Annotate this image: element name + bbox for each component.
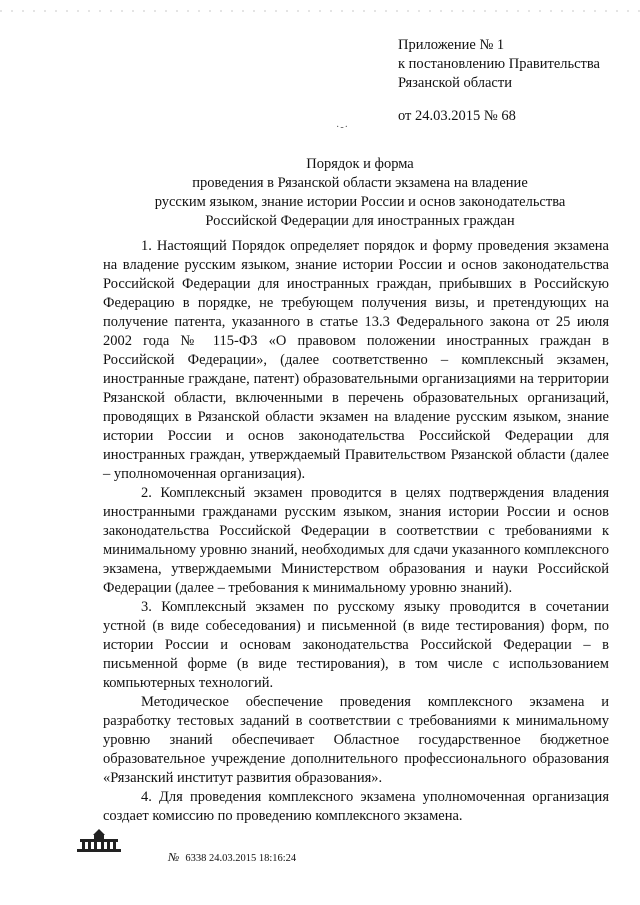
document-title [100,155,620,231]
registration-stamp [168,850,296,866]
approval-line-2: к постановлению Правительства [398,56,600,72]
scan-speck: ·-· [336,122,349,133]
paragraph-3b: Методическое обеспечение проведения комплексного экзамена и разработку тестовых заданий в соответствии с требованиями к минимальному уровню знаний обеспечивает Областное государственное бюджетное образовательное учреждение дополнительного профессионального образования «Рязанский институт развития образования». [103,694,609,786]
approval-line-3: Рязанской области [398,75,512,91]
paragraph-1: 1. Настоящий Порядок определяет порядок и форму проведения экзамена на владение русским языком, знание истории России и основ законодательства Российской Федерации для иностранных граждан, прибывших в Российскую Федерацию в порядке, не требующем получения визы, и претендующих на получение патента, указанного в статье 13.3 Федерального закона от 25 июля 2002 года № 115-ФЗ «О правовом положении иностранных граждан в Российской Федерации», (далее соответственно – комплексный экзамен, иностранные граждане, патент) образовательными организациями на территории Рязанской области, включенными в перечень образовательных организаций, проводящих в Рязанской области экзамен на владение русским языком, знание истории России и основ законодательства Российской Федерации для иностранных граждан, утверждаемый Правительством Рязанской области (далее – уполномоченная организация). [103,238,609,482]
title-line-1: Порядок и форма [306,156,414,172]
document-body [103,237,609,826]
approval-block [398,36,628,126]
registration-stamp-text: 6338 24.03.2015 18:16:24 [185,853,297,864]
paragraph-4: 4. Для проведения комплексного экзамена уполномоченная организация создает комиссию по проведению комплексного экзамена. [103,789,609,824]
title-line-3: русским языком, знание истории России и основ законодательства [154,194,566,210]
title-line-4: Российской Федерации для иностранных граждан [205,213,515,229]
approval-line-1: Приложение № 1 [398,37,505,53]
scan-noise-line [0,8,640,14]
approval-date: от 24.03.2015 № 68 [398,108,516,124]
paragraph-3: 3. Комплексный экзамен по русскому языку проводится в сочетании устной (в виде собеседования) и письменной (в виде тестирования) форм, по истории России и основам законодательства Российской Федерации – в письменной форме (в виде тестирования), в том числе с использованием компьютерных технологий. [103,599,609,691]
paragraph-2: 2. Комплексный экзамен проводится в целях подтверждения владения иностранными гражданами русским языком, знания истории России и основ законодательства Российской Федерации в соответствии с требованиями к минимальному уровню знаний, необходимых для сдачи указанного комплексного экзамена, утверждаемыми Министерством образования и науки Российской Федерации (далее – требования к минимальному уровню знаний). [103,485,609,596]
title-line-2: проведения в Рязанской области экзамена на владение [192,175,528,191]
number-sign: № [168,850,180,864]
building-emblem-icon [74,828,124,854]
